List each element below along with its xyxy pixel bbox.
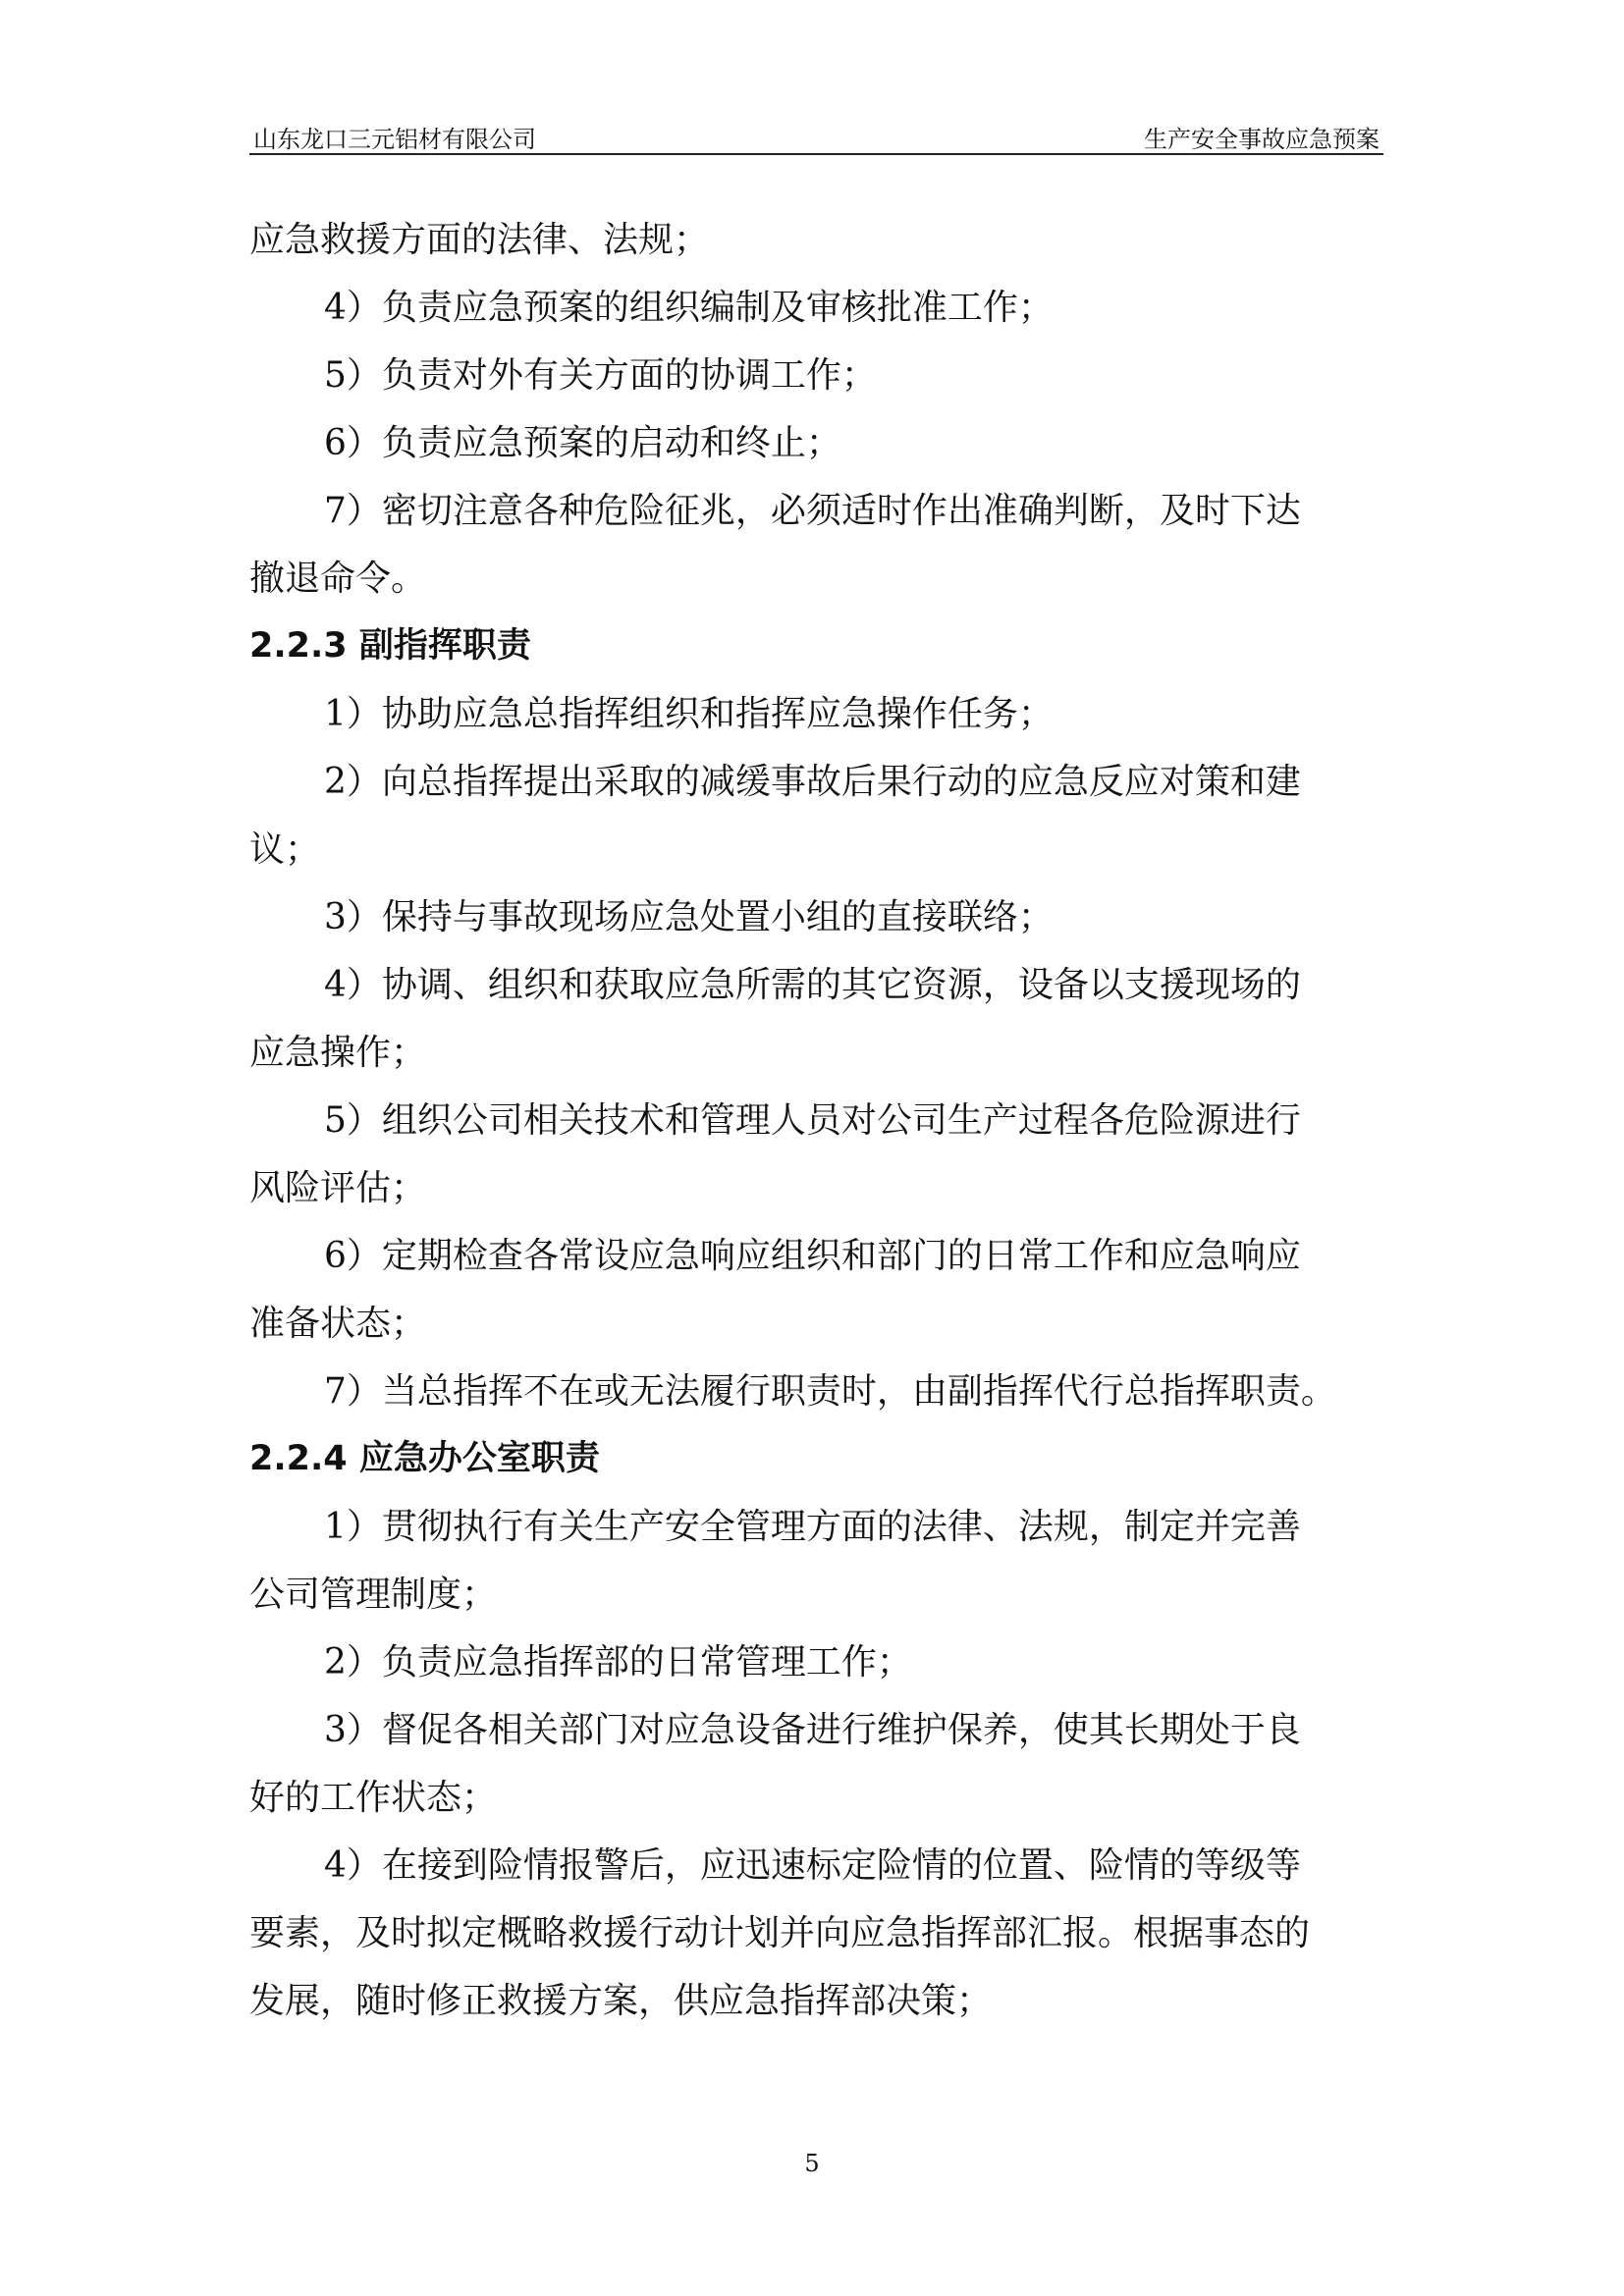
list-item: 7）密切注意各种危险征兆，必须适时作出准确判断，及时下达 xyxy=(324,491,1301,531)
list-item: 7）当总指挥不在或无法履行职责时，由副指挥代行总指挥职责。 xyxy=(324,1371,1336,1412)
text-line: 公司管理制度； xyxy=(249,1575,498,1615)
text-line: 议； xyxy=(249,829,321,870)
page-number: 5 xyxy=(804,2150,820,2177)
list-item: 5）负责对外有关方面的协调工作； xyxy=(324,355,877,396)
section-heading: 2.2.4 应急办公室职责 xyxy=(249,1439,600,1478)
text-line: 发展，随时修正救援方案，供应急指挥部决策； xyxy=(249,1981,993,2021)
text-line: 应急操作； xyxy=(249,1033,427,1073)
page-header xyxy=(249,114,1383,155)
list-item: 6）负责应急预案的启动和终止； xyxy=(324,423,841,463)
list-item: 2）负责应急指挥部的日常管理工作； xyxy=(324,1642,912,1682)
document-body xyxy=(249,206,1388,2035)
section-heading: 2.2.3 副指挥职责 xyxy=(249,626,531,666)
list-item: 2）向总指挥提出采取的减缓事故后果行动的应急反应对策和建 xyxy=(324,762,1301,802)
list-item: 1）协助应急总指挥组织和指挥应急操作任务； xyxy=(324,694,1054,734)
text-line: 好的工作状态； xyxy=(249,1778,498,1818)
list-item: 5）组织公司相关技术和管理人员对公司生产过程各危险源进行 xyxy=(324,1100,1301,1141)
list-item: 4）在接到险情报警后，应迅速标定险情的位置、险情的等级等 xyxy=(324,1845,1301,1886)
list-item: 3）保持与事故现场应急处置小组的直接联络； xyxy=(324,897,1054,937)
text-line: 应急救援方面的法律、法规； xyxy=(249,220,710,260)
header-document-title: 生产安全事故应急预案 xyxy=(1144,126,1380,153)
text-line: 准备状态； xyxy=(249,1304,427,1344)
list-item: 1）贯彻执行有关生产安全管理方面的法律、法规，制定并完善 xyxy=(324,1507,1301,1547)
list-item: 4）协调、组织和获取应急所需的其它资源，设备以支援现场的 xyxy=(324,965,1301,1005)
list-item: 6）定期检查各常设应急响应组织和部门的日常工作和应急响应 xyxy=(324,1236,1301,1276)
header-company-name: 山东龙口三元铝材有限公司 xyxy=(253,126,536,153)
list-item: 3）督促各相关部门对应急设备进行维护保养，使其长期处于良 xyxy=(324,1710,1301,1750)
list-item: 4）负责应急预案的组织编制及审核批准工作； xyxy=(324,288,1054,328)
text-line: 风险评估； xyxy=(249,1168,427,1208)
text-line: 要素，及时拟定概略救援行动计划并向应急指挥部汇报。根据事态的 xyxy=(249,1913,1311,1953)
text-line: 撤退命令。 xyxy=(249,559,427,599)
